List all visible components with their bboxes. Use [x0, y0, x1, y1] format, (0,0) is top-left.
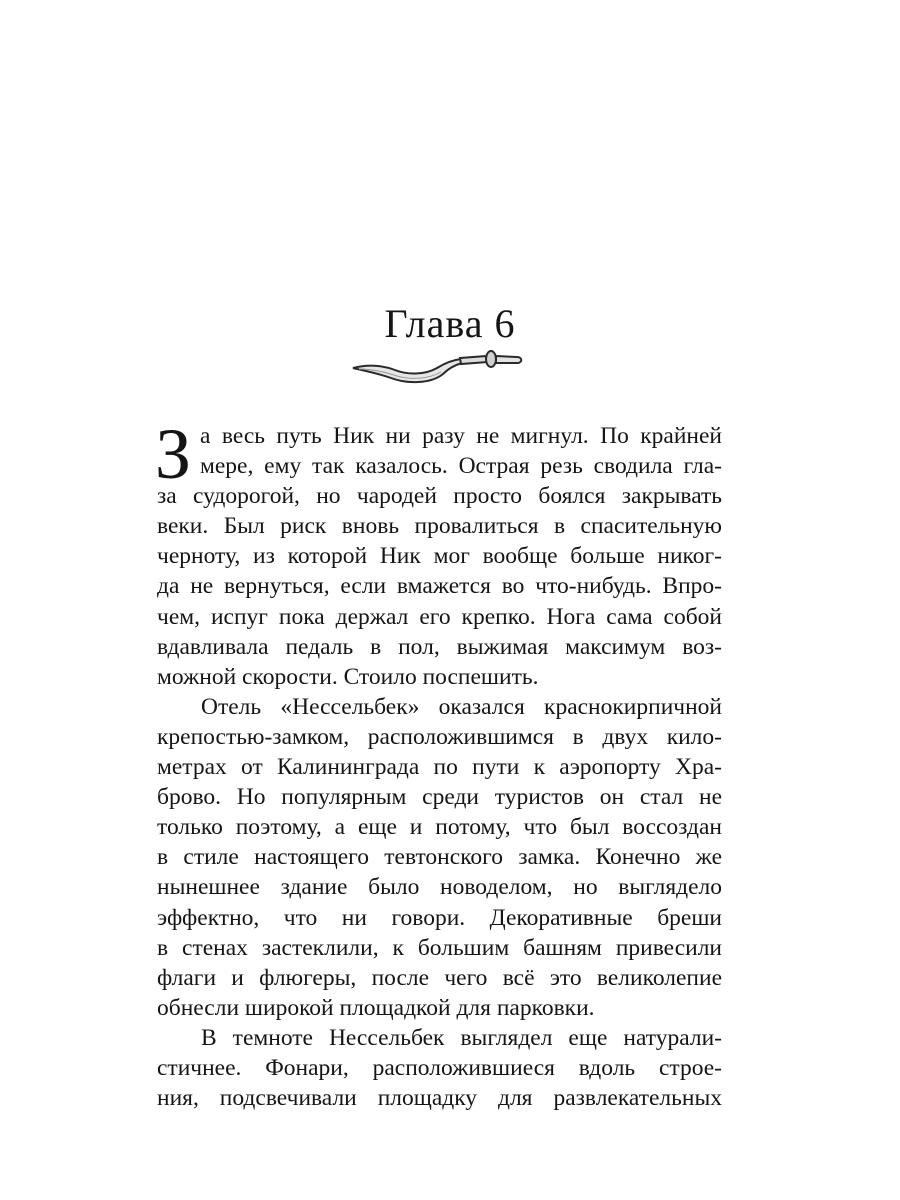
text-line: а весь путь Ник ни разу не мигнул. По крайней — [200, 423, 722, 449]
text-line: да не вернуться, если вмажется во что-нибудь. Впро- — [157, 573, 722, 600]
text-line: метрах от Калининграда по пути к аэропорту Хра- — [157, 754, 722, 781]
text-line: в стенах застеклили, к большим башням привесили — [157, 934, 722, 961]
text-line: мере, ему так казалось. Острая резь сводила гла- — [200, 453, 722, 480]
text-line: нынешнее здание было новоделом, но выглядело — [157, 874, 722, 901]
text-line: вдавливала педаль в пол, выжимая максимум воз- — [157, 633, 722, 660]
text-line: чем, испуг пока держал его крепко. Нога сама собой — [157, 603, 722, 630]
text-line: эффектно, что ни говори. Декоративные бреши — [157, 904, 722, 931]
text-line: можной скорости. Стоило поспешить. — [157, 663, 539, 690]
text-line: флаги и флюгеры, после чего всё это великолепие — [157, 964, 722, 991]
text-line: В темноте Нессельбек выглядел еще натурали- — [201, 1024, 722, 1051]
text-line: за судорогой, но чародей просто боялся закрывать — [157, 483, 722, 510]
text-line: крепостью-замком, расположившимся в двух кило- — [157, 723, 722, 750]
text-line: черноту, из которой Ник мог вообще больше никог- — [157, 543, 722, 570]
text-line: обнесли широкой площадкой для парковки. — [157, 994, 595, 1021]
chapter-body — [155, 414, 722, 1113]
drop-cap: З — [155, 414, 192, 494]
text-line: брово. Но популярным среди туристов он стал не — [157, 784, 722, 811]
khopesh-sword-icon — [345, 348, 525, 384]
text-line: только поэтому, а еще и потому, что был воссоздан — [157, 814, 722, 841]
text-line: Отель «Нессельбек» оказался краснокирпичной — [201, 693, 722, 720]
text-line: стичнее. Фонари, расположившиеся вдоль строе- — [157, 1054, 722, 1081]
text-line: ния, подсвечивали площадку для развлекательных — [157, 1085, 722, 1112]
text-line: в стиле настоящего тевтонского замка. Конечно же — [157, 844, 722, 871]
text-line: веки. Был риск вновь провалиться в спасительную — [157, 513, 722, 540]
chapter-title: Глава 6 — [384, 301, 516, 346]
